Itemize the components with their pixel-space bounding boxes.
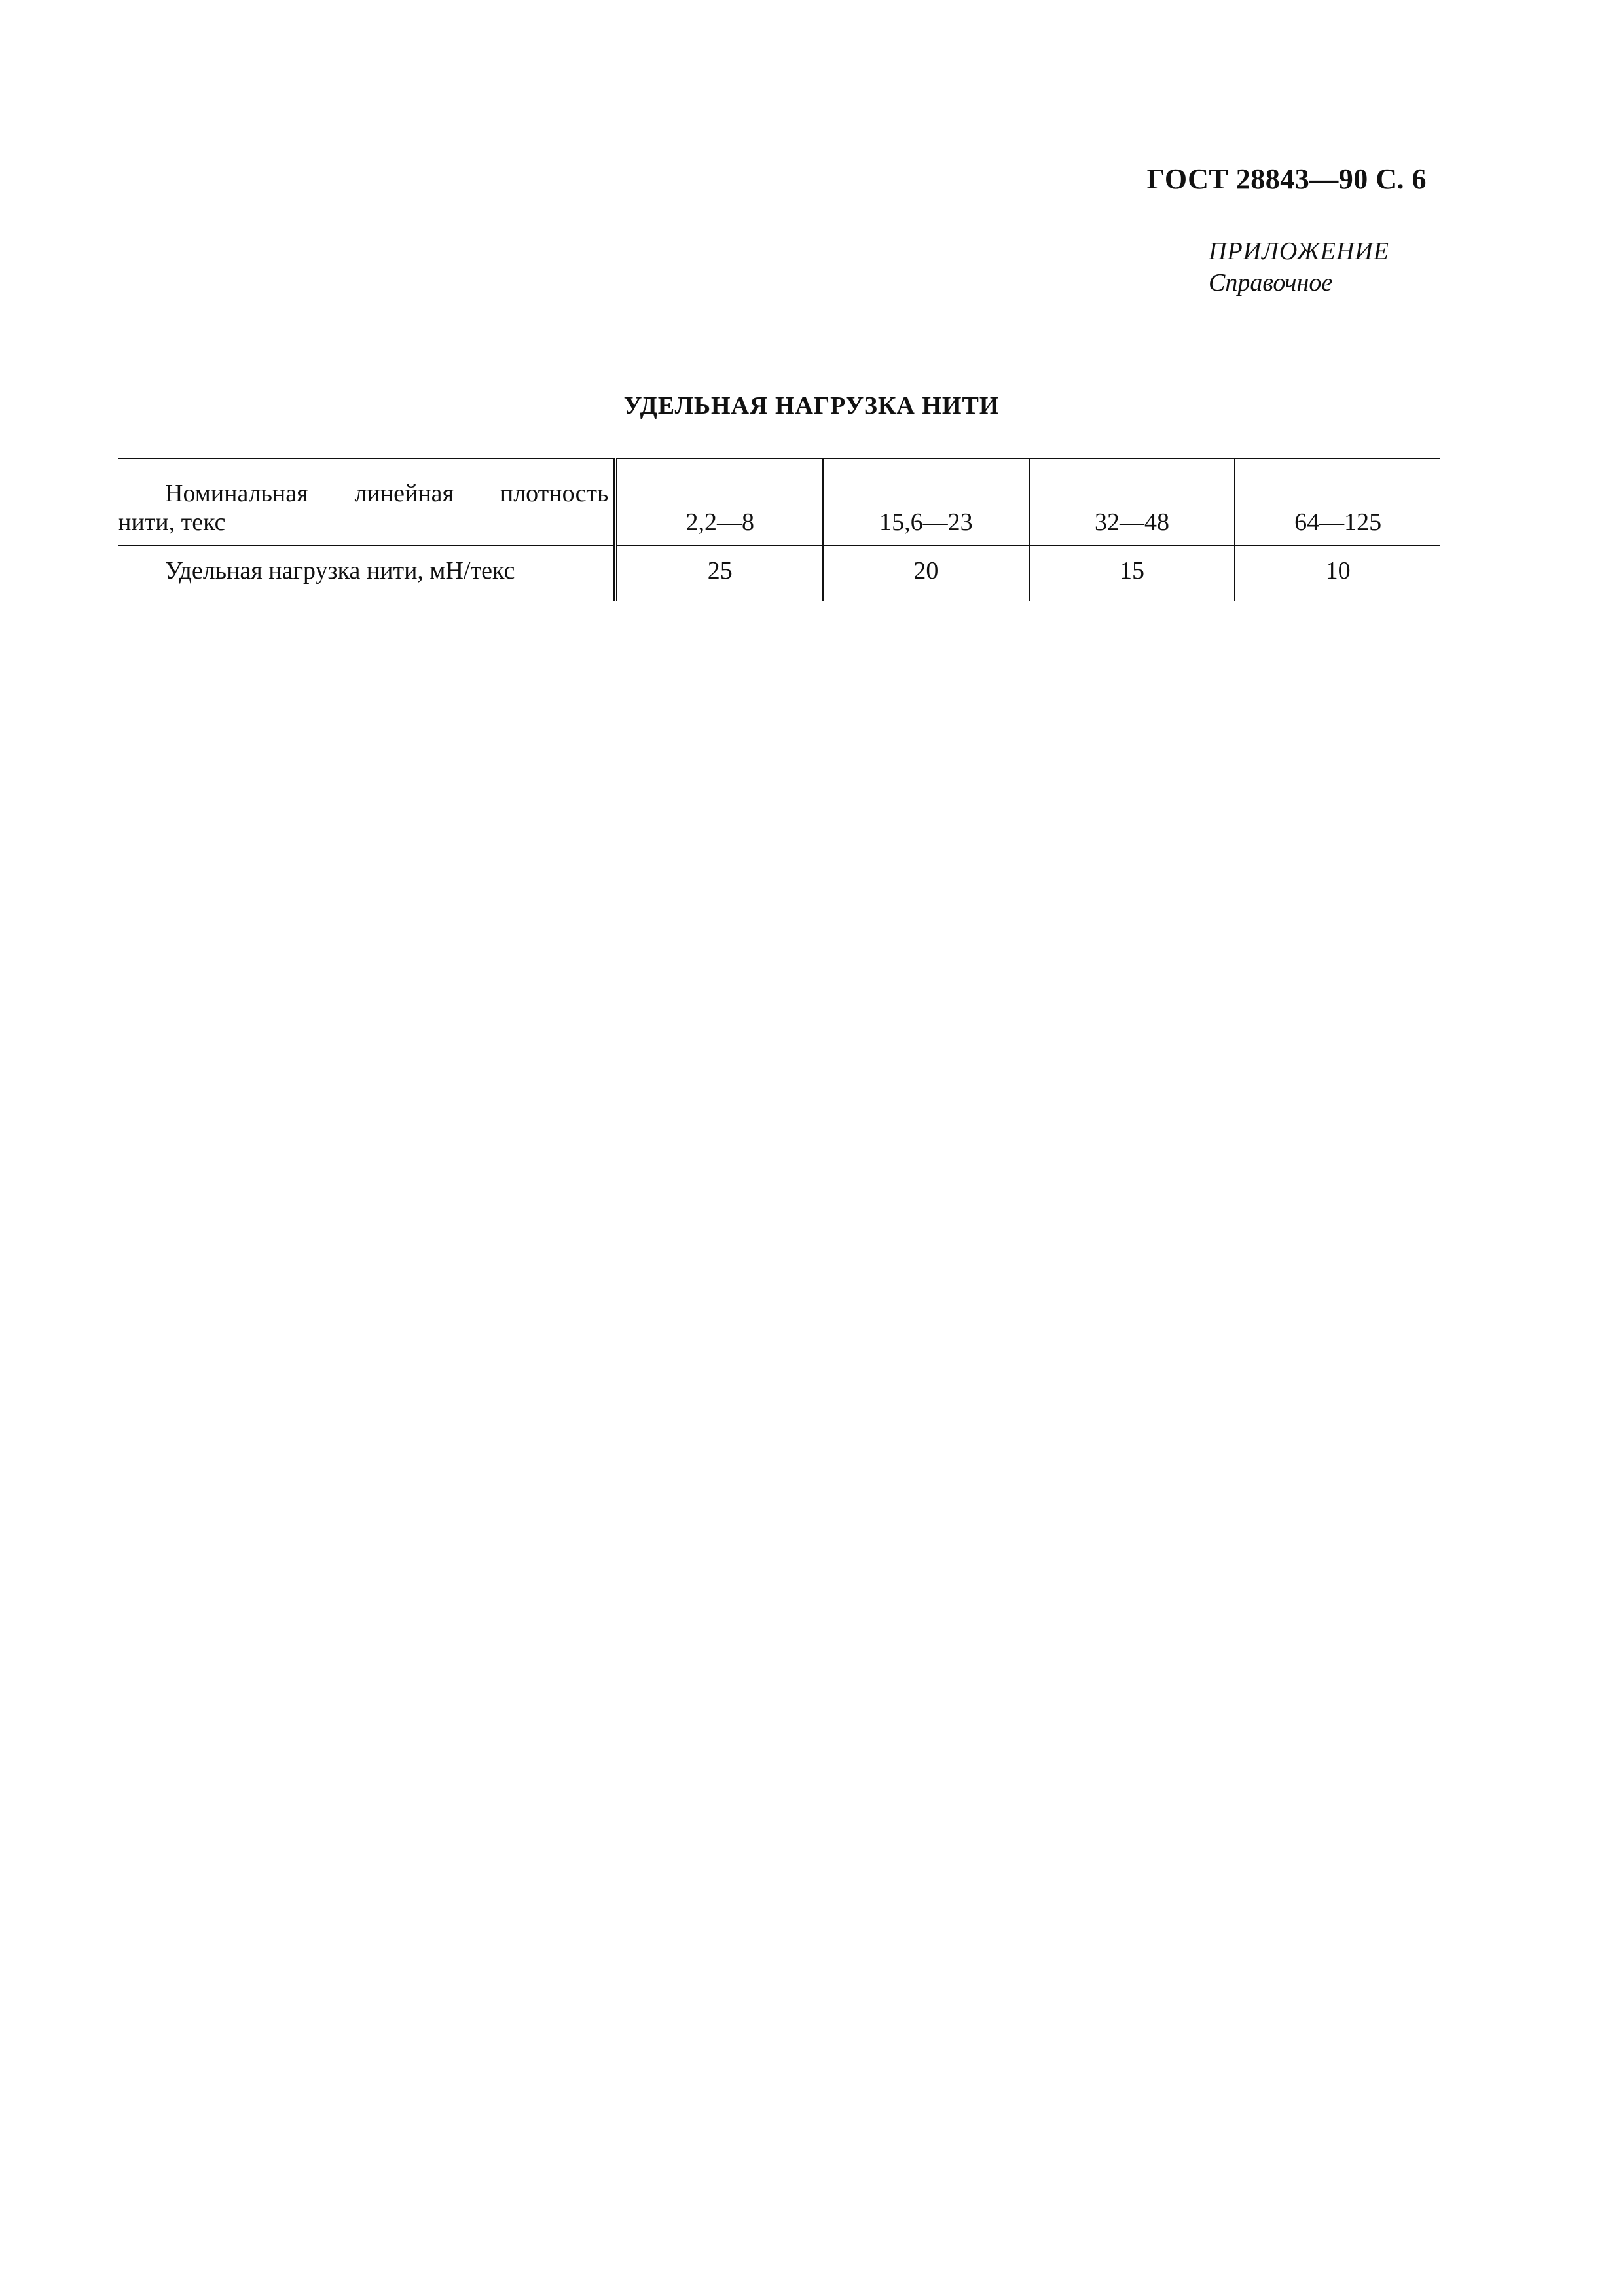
density-value: 64—125: [1235, 459, 1440, 545]
load-label-cell: [118, 545, 615, 601]
table-row-density: [118, 459, 1440, 545]
load-value: 20: [823, 545, 1029, 601]
appendix-block: [1209, 236, 1389, 298]
table-row-load: [118, 545, 1440, 601]
load-table: [118, 458, 1440, 601]
appendix-title: ПРИЛОЖЕНИЕ: [1209, 238, 1389, 265]
load-value: 25: [615, 545, 823, 601]
density-value: 15,6—23: [823, 459, 1029, 545]
appendix-subtitle: Справочное: [1209, 269, 1333, 296]
density-label-line-1: Номинальная линейная плотность: [165, 480, 609, 507]
document-title: УДЕЛЬНАЯ НАГРУЗКА НИТИ: [623, 392, 1000, 420]
density-label-line-2: нити, текс: [118, 509, 226, 536]
density-value: 32—48: [1029, 459, 1235, 545]
density-value: 2,2—8: [615, 459, 823, 545]
load-value: 15: [1029, 545, 1235, 601]
page-header: ГОСТ 28843—90 С. 6: [1146, 163, 1427, 195]
density-label-cell: [118, 459, 615, 545]
load-label: Удельная нагрузка нити, мН/текс: [165, 557, 515, 584]
load-value: 10: [1325, 557, 1351, 584]
